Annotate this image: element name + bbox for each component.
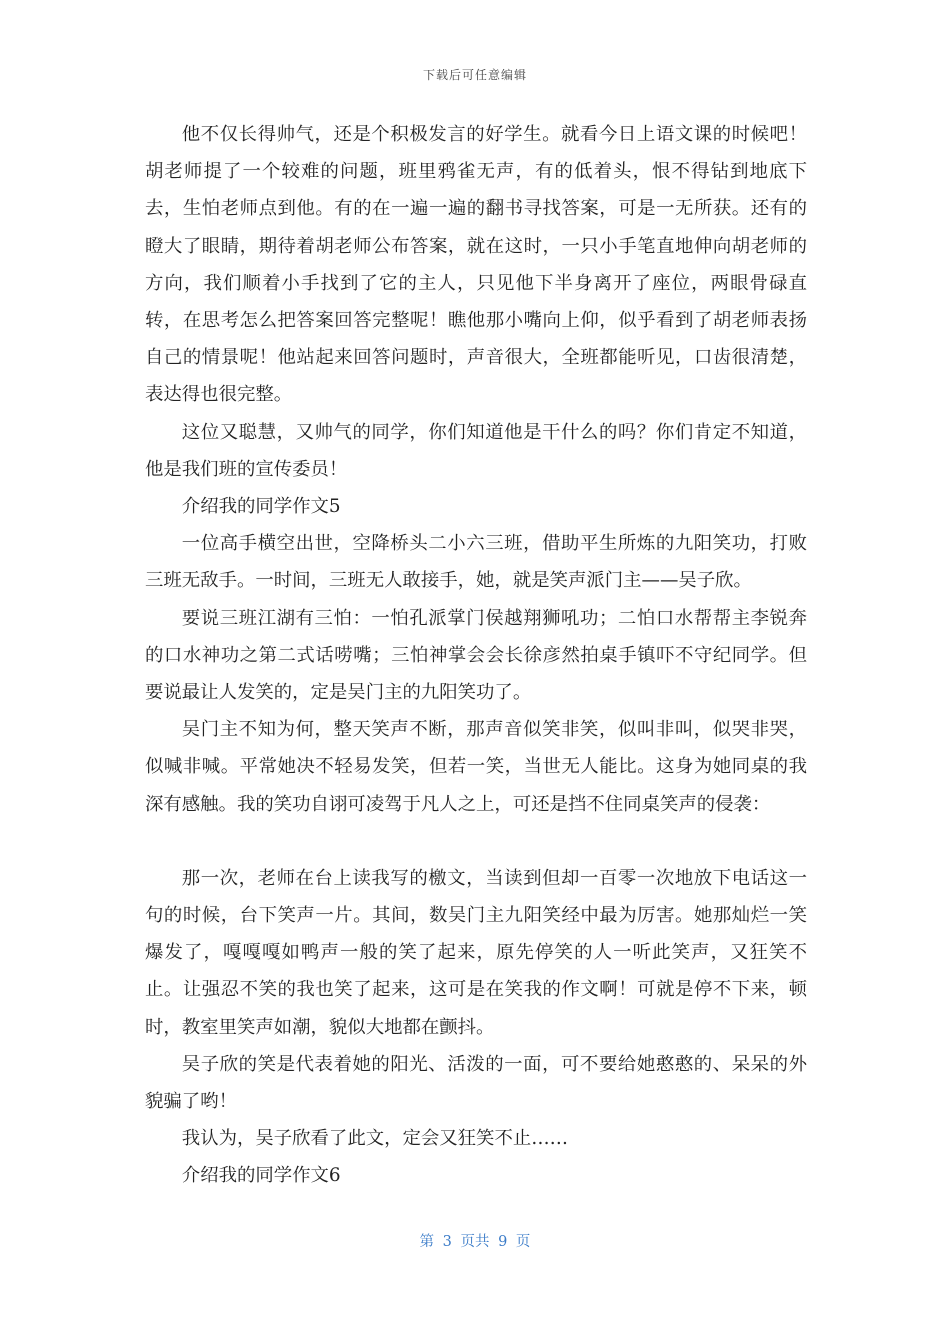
paragraph: 一位高手横空出世，空降桥头二小六三班，借助平生所炼的九阳笑功，打败三班无敌手。一时间，三班无人敢接手，她，就是笑声派门主——吴子欣。 — [145, 533, 807, 592]
paragraph: 要说三班江湖有三怕：一怕孔派掌门侯越翔狮吼功；二怕口水帮帮主李锐奔的口水神功之第二式话唠嘴；三怕神掌会会长徐彦然拍桌手镇吓不守纪同学。但要说最让人发笑的，定是吴门主的九阳笑功了。 — [145, 607, 807, 704]
paragraph: 吴门主不知为何，整天笑声不断，那声音似笑非笑，似叫非叫，似哭非哭，似喊非喊。平常她决不轻易发笑，但若一笑，当世无人能比。这身为她同桌的我深有感触。我的笑功自诩可凌驾于凡人之上，可还是挡不住同桌笑声的侵袭： — [145, 719, 807, 815]
paragraph: 那一次，老师在台上读我写的檄文，当读到但却一百零一次地放下电话这一句的时候，台下笑声一片。其间，数吴门主九阳笑经中最为厉害。她那灿烂一笑爆发了，嘎嘎嘎如鸭声一般的笑了起来，原先停笑的人一听此笑声，又狂笑不止。让强忍不笑的我也笑了起来，这可是在笑我的作文啊！可就是停不下来，顿时，教室里笑声如潮，貌似大地都在颤抖。 — [145, 867, 807, 1038]
blank-line — [145, 823, 807, 860]
page-header: 下载后可任意编辑 — [422, 68, 527, 82]
document-body — [145, 116, 807, 1195]
section-heading: 介绍我的同学作文5 — [181, 496, 341, 518]
paragraph: 他不仅长得帅气，还是个积极发言的好学生。就看今日上语文课的时候吧！胡老师提了一个较难的问题，班里鸦雀无声，有的低着头，恨不得钻到地底下去，生怕老师点到他。有的在一遍一遍的翻书寻找答案，可是一无所获。还有的瞪大了眼睛，期待着胡老师公布答案，就在这时，一只小手笔直地伸向胡老师的方向，我们顺着小手找到了它的主人，只见他下半身离开了座位，两眼骨碌直转，在思考怎么把答案回答完整呢！瞧他那小嘴向上仰，似乎看到了胡老师表扬自己的情景呢！他站起来回答问题时，声音很大，全班都能听见，口齿很清楚，表达得也很完整。 — [145, 124, 807, 406]
paragraph: 我认为，吴子欣看了此文，定会又狂笑不止…… — [181, 1128, 569, 1150]
paragraph: 这位又聪慧，又帅气的同学，你们知道他是干什么的吗？你们肯定不知道，他是我们班的宣传委员！ — [145, 421, 807, 480]
page-number-footer: 第 3 页共 9 页 — [419, 1234, 531, 1250]
section-heading: 介绍我的同学作文6 — [181, 1165, 341, 1187]
paragraph: 吴子欣的笑是代表着她的阳光、活泼的一面，可不要给她憨憨的、呆呆的外貌骗了哟！ — [145, 1053, 807, 1113]
